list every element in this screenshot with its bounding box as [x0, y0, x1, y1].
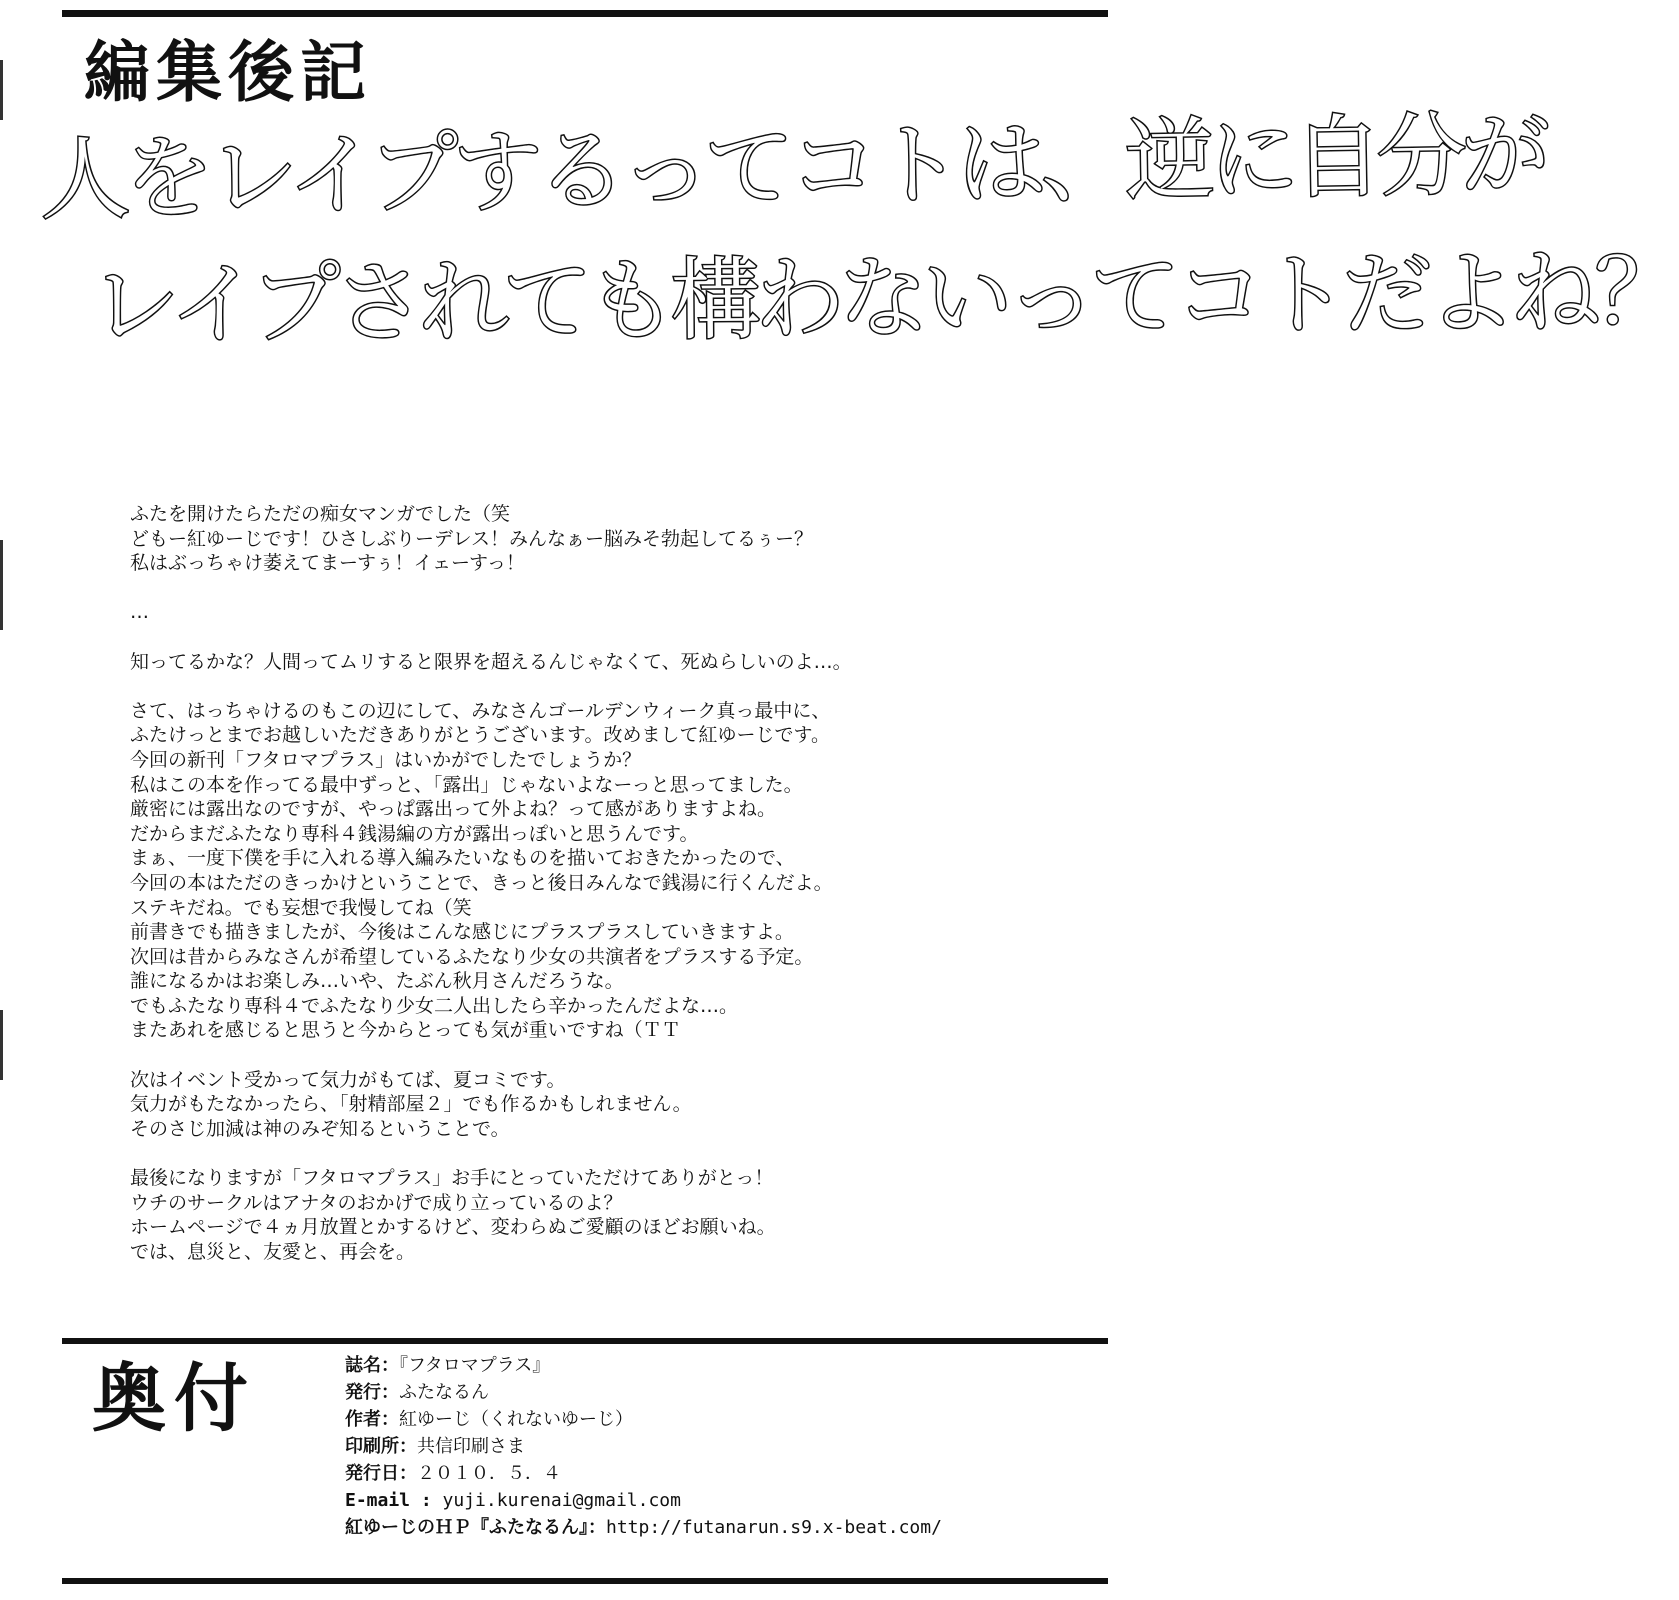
scan-edge-mark: [0, 1010, 3, 1080]
paragraph-gap: [130, 1141, 1090, 1166]
colophon-key: 誌名：: [345, 1355, 399, 1376]
page-title: 編集後記: [84, 34, 372, 111]
colophon-row: [345, 1379, 942, 1406]
body-line: 私はこの本を作ってる最中ずっと、「露出」じゃないよなーっと思ってました。: [130, 773, 803, 796]
colophon-key: 発行日：: [345, 1463, 417, 1484]
headline-line-1: 人をレイプするってコトは、逆に自分が: [39, 101, 1546, 234]
body-line: 私はぶっちゃけ萎えてまーすぅ！イェーすっ！: [130, 552, 525, 575]
colophon-key: 印刷所：: [345, 1436, 417, 1457]
colophon-value: 紅ゆーじ（くれないゆーじ）: [399, 1409, 633, 1430]
body-line: まぁ、一度下僕を手に入れる導入編みたいなものを描いておきたかったので、: [130, 847, 795, 870]
body-line: 知ってるかな？人間ってムリすると限界を超えるんじゃなくて、死ぬらしいのよ…。: [130, 650, 852, 673]
colophon-row: [345, 1352, 942, 1379]
colophon-value: 共信印刷さま: [417, 1436, 525, 1457]
body-line: ふたけっとまでお越しいただきありがとうございます。改めまして紅ゆーじです。: [130, 724, 830, 747]
paragraph-gap: [130, 576, 1090, 601]
body-line: そのさじ加減は神のみぞ知るということで。: [130, 1117, 510, 1140]
colophon-row: [345, 1460, 942, 1487]
colophon-value: ふたなるん: [399, 1382, 489, 1403]
body-line: でもふたなり専科４でふたなり少女二人出したら辛かったんだよな…。: [130, 994, 739, 1017]
colophon-key: 発行：: [345, 1382, 399, 1403]
body-line: 気力がもたなかったら、「射精部屋２」でも作るかもしれません。: [130, 1093, 692, 1116]
scan-edge-mark: [0, 540, 3, 630]
paragraph-gap: [130, 674, 1090, 699]
colophon-key: 作者：: [345, 1409, 399, 1430]
body-line: …: [130, 601, 149, 624]
body-line: 今回の新刊「フタロマプラス」はいかがでしたでしょうか？: [130, 748, 642, 771]
body-line: 前書きでも描きましたが、今後はこんな感じにプラスプラスしていきますよ。: [130, 921, 794, 944]
body-line: またあれを感じると思うと今からとっても気が重いですね（ＴＴ: [130, 1019, 681, 1042]
paragraph-gap: [130, 1043, 1090, 1068]
body-line: 誰になるかはお楽しみ…いや、たぶん秋月さんだろうな。: [130, 970, 624, 993]
colophon-row: [345, 1433, 942, 1460]
body-line: 次回は昔からみなさんが希望しているふたなり少女の共演者をプラスする予定。: [130, 945, 814, 968]
top-rule: [62, 10, 1108, 17]
afterword-body: [130, 502, 1090, 1264]
headline-line-2: レイプされても構わないってコトだよね？: [89, 239, 1679, 359]
colophon-key: E-mail :: [345, 1490, 443, 1511]
bottom-rule: [62, 1578, 1108, 1584]
body-line: 今回の本はただのきっかけということで、きっと後日みんなで銭湯に行くんだよ。: [130, 871, 833, 894]
body-line: どもー紅ゆーじです！ひさしぶりーデレス！みんなぁー脳みそ勃起してるぅー？: [130, 527, 814, 550]
colophon-row: [345, 1406, 942, 1433]
handwritten-headline: [39, 101, 1679, 359]
scan-edge-mark: [0, 60, 3, 120]
body-line: さて、はっちゃけるのもこの辺にして、みなさんゴールデンウィーク真っ最中に、: [130, 699, 831, 722]
body-line: ふたを開けたらただの痴女マンガでした（笑: [130, 503, 511, 525]
body-line: 最後になりますが「フタロマプラス」お手にとっていただけてありがとっ！: [130, 1167, 774, 1190]
colophon-key: 紅ゆーじのＨＰ『ふたなるん』：: [345, 1517, 606, 1538]
body-line: 次はイベント受かって気力がもてば、夏コミです。: [130, 1068, 566, 1091]
colophon-details: [345, 1352, 942, 1541]
body-line: ホームページで４ヵ月放置とかするけど、変わらぬご愛顧のほどお願いね。: [130, 1216, 776, 1239]
paragraph-gap: [130, 625, 1090, 650]
colophon-value: ２０１０．５．４: [417, 1463, 561, 1484]
colophon-row: [345, 1487, 942, 1514]
body-line: 厳密には露出なのですが、やっぱ露出って外よね？って感がありますよね。: [130, 798, 777, 821]
section-divider: [62, 1338, 1108, 1344]
body-line: だからまだふたなり専科４銭湯編の方が露出っぽいと思うんです。: [130, 822, 699, 845]
colophon-value: 『フタロマプラス』: [399, 1355, 551, 1376]
colophon-value: yuji.kurenai@gmail.com: [442, 1490, 681, 1511]
body-line: では、息災と、友愛と、再会を。: [130, 1240, 416, 1263]
colophon-value: http://futanarun.s9.x-beat.com/: [606, 1517, 942, 1538]
colophon-title: 奥付: [92, 1356, 256, 1442]
body-line: ステキだね。でも妄想で我慢してね（笑: [130, 896, 472, 919]
colophon-row: [345, 1514, 942, 1541]
body-line: ウチのサークルはアナタのおかげで成り立っているのよ？: [130, 1191, 623, 1214]
